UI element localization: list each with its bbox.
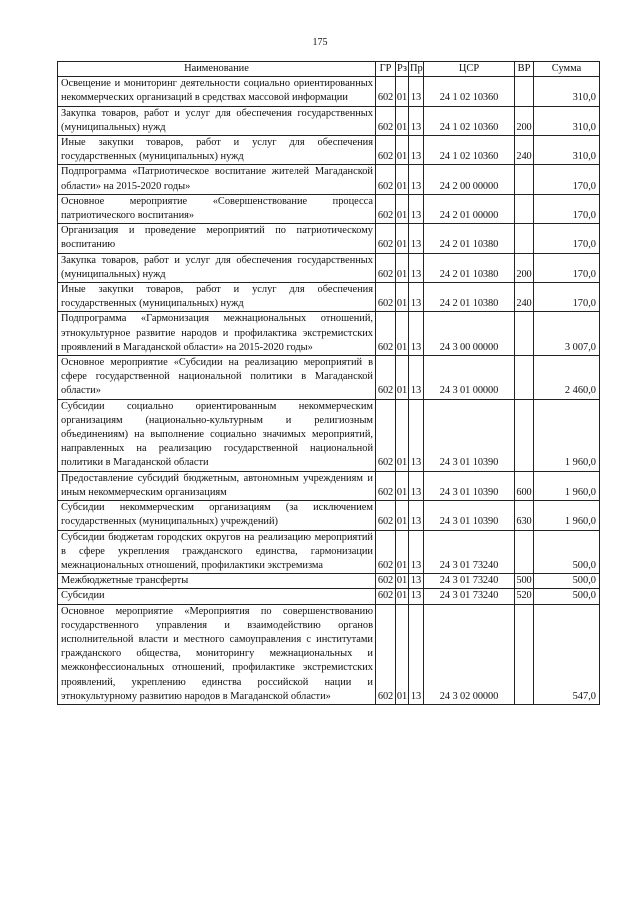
cell-name: Иные закупки товаров, работ и услуг для обеспечения государственных (муниципальных) нужд (58, 283, 376, 312)
cell-csr: 24 1 02 10360 (424, 77, 515, 106)
cell-sum: 500,0 (534, 530, 600, 574)
cell-name: Межбюджетные трансферты (58, 574, 376, 589)
cell-sum: 2 460,0 (534, 356, 600, 400)
cell-vr: 630 (515, 501, 534, 530)
cell-name: Основное мероприятие «Мероприятия по совершенствованию государственного управления и взаимодействию органов исполнительной власти и местного самоуправления с институтами гражданского общества, мониторингу межнациональных и межконфессиональных отношений, профилактике экстремистских проявлений, укреплению единства российской нации и этнокультурному развитию народов в Магаданской области» (58, 604, 376, 704)
cell-sum: 3 007,0 (534, 312, 600, 356)
cell-csr: 24 3 01 00000 (424, 356, 515, 400)
table-row (58, 501, 600, 530)
cell-csr: 24 1 02 10360 (424, 106, 515, 135)
cell-vr: 600 (515, 471, 534, 500)
cell-gr: 602 (376, 471, 396, 500)
cell-rz: 01 (396, 194, 409, 223)
cell-gr: 602 (376, 501, 396, 530)
cell-gr: 602 (376, 589, 396, 604)
cell-rz: 01 (396, 224, 409, 253)
cell-sum: 170,0 (534, 165, 600, 194)
cell-rz: 01 (396, 253, 409, 282)
cell-gr: 602 (376, 604, 396, 704)
cell-pr: 13 (409, 106, 424, 135)
cell-rz: 01 (396, 356, 409, 400)
cell-sum: 500,0 (534, 589, 600, 604)
budget-table (57, 61, 600, 705)
cell-rz: 01 (396, 399, 409, 471)
cell-rz: 01 (396, 501, 409, 530)
cell-vr (515, 604, 534, 704)
cell-csr: 24 3 01 73240 (424, 574, 515, 589)
cell-vr (515, 194, 534, 223)
cell-rz: 01 (396, 165, 409, 194)
table-row (58, 194, 600, 223)
cell-pr: 13 (409, 165, 424, 194)
cell-csr: 24 3 01 10390 (424, 471, 515, 500)
cell-name: Субсидии некоммерческим организациям (за исключением государственных (муниципальных) учреждений) (58, 501, 376, 530)
cell-vr (515, 399, 534, 471)
table-row (58, 224, 600, 253)
cell-vr (515, 224, 534, 253)
cell-gr: 602 (376, 106, 396, 135)
cell-sum: 310,0 (534, 136, 600, 165)
cell-pr: 13 (409, 77, 424, 106)
cell-name: Предоставление субсидий бюджетным, автономным учреждениям и иным некоммерческим организациям (58, 471, 376, 500)
cell-csr: 24 3 02 00000 (424, 604, 515, 704)
cell-vr (515, 530, 534, 574)
page-number: 175 (312, 37, 328, 48)
table-row (58, 312, 600, 356)
cell-pr: 13 (409, 253, 424, 282)
cell-csr: 24 3 01 73240 (424, 530, 515, 574)
cell-rz: 01 (396, 312, 409, 356)
cell-name: Субсидии (58, 589, 376, 604)
table-row (58, 604, 600, 704)
cell-pr: 13 (409, 589, 424, 604)
cell-gr: 602 (376, 574, 396, 589)
header-rz: Рз (396, 62, 409, 77)
cell-sum: 500,0 (534, 574, 600, 589)
cell-sum: 1 960,0 (534, 399, 600, 471)
cell-vr (515, 312, 534, 356)
cell-rz: 01 (396, 574, 409, 589)
cell-pr: 13 (409, 312, 424, 356)
cell-vr: 520 (515, 589, 534, 604)
cell-pr: 13 (409, 283, 424, 312)
table-row (58, 165, 600, 194)
cell-pr: 13 (409, 530, 424, 574)
cell-pr: 13 (409, 224, 424, 253)
table-row (58, 530, 600, 574)
cell-csr: 24 3 01 10390 (424, 501, 515, 530)
cell-sum: 547,0 (534, 604, 600, 704)
cell-rz: 01 (396, 530, 409, 574)
cell-rz: 01 (396, 589, 409, 604)
table-row (58, 574, 600, 589)
cell-csr: 24 3 00 00000 (424, 312, 515, 356)
cell-vr: 240 (515, 136, 534, 165)
cell-csr: 24 2 01 10380 (424, 283, 515, 312)
cell-pr: 13 (409, 194, 424, 223)
cell-name: Подпрограмма «Патриотическое воспитание жителей Магаданской области» на 2015-2020 годы» (58, 165, 376, 194)
cell-sum: 1 960,0 (534, 501, 600, 530)
header-sum: Сумма (534, 62, 600, 77)
cell-name: Подпрограмма «Гармонизация межнациональных отношений, этнокультурное развитие народов и профилактика экстремистских проявлений в Магаданской области» на 2015-2020 годы» (58, 312, 376, 356)
cell-vr (515, 356, 534, 400)
cell-rz: 01 (396, 283, 409, 312)
cell-vr: 500 (515, 574, 534, 589)
header-csr: ЦСР (424, 62, 515, 77)
cell-gr: 602 (376, 399, 396, 471)
cell-rz: 01 (396, 604, 409, 704)
cell-sum: 170,0 (534, 283, 600, 312)
table-header-row (58, 62, 600, 77)
cell-rz: 01 (396, 136, 409, 165)
cell-sum: 310,0 (534, 77, 600, 106)
cell-gr: 602 (376, 356, 396, 400)
cell-sum: 170,0 (534, 224, 600, 253)
header-name: Наименование (58, 62, 376, 77)
cell-rz: 01 (396, 106, 409, 135)
cell-gr: 602 (376, 77, 396, 106)
table-row (58, 106, 600, 135)
table-row (58, 77, 600, 106)
table-row (58, 471, 600, 500)
cell-vr (515, 77, 534, 106)
cell-csr: 24 2 01 10380 (424, 224, 515, 253)
cell-csr: 24 2 00 00000 (424, 165, 515, 194)
header-vr: ВР (515, 62, 534, 77)
cell-csr: 24 2 01 00000 (424, 194, 515, 223)
cell-gr: 602 (376, 253, 396, 282)
cell-gr: 602 (376, 312, 396, 356)
cell-csr: 24 3 01 73240 (424, 589, 515, 604)
cell-gr: 602 (376, 136, 396, 165)
header-pr: Пр (409, 62, 424, 77)
cell-gr: 602 (376, 194, 396, 223)
cell-csr: 24 2 01 10380 (424, 253, 515, 282)
table-row (58, 136, 600, 165)
cell-pr: 13 (409, 471, 424, 500)
table-row (58, 399, 600, 471)
cell-gr: 602 (376, 224, 396, 253)
cell-rz: 01 (396, 77, 409, 106)
cell-csr: 24 1 02 10360 (424, 136, 515, 165)
cell-gr: 602 (376, 283, 396, 312)
cell-pr: 13 (409, 399, 424, 471)
cell-sum: 170,0 (534, 194, 600, 223)
cell-gr: 602 (376, 165, 396, 194)
cell-name: Субсидии бюджетам городских округов на реализацию мероприятий в сфере укрепления гражданского единства, гармонизации межнациональных отношений, профилактики экстремизма (58, 530, 376, 574)
cell-rz: 01 (396, 471, 409, 500)
cell-gr: 602 (376, 530, 396, 574)
cell-pr: 13 (409, 356, 424, 400)
cell-sum: 170,0 (534, 253, 600, 282)
cell-vr: 200 (515, 106, 534, 135)
cell-name: Основное мероприятие «Совершенствование процесса патриотического воспитания» (58, 194, 376, 223)
header-gr: ГР (376, 62, 396, 77)
cell-name: Основное мероприятие «Субсидии на реализацию мероприятий в сфере государственной национальной политики в Магаданской области» (58, 356, 376, 400)
cell-name: Организация и проведение мероприятий по патриотическому воспитанию (58, 224, 376, 253)
cell-vr: 200 (515, 253, 534, 282)
cell-pr: 13 (409, 136, 424, 165)
cell-sum: 310,0 (534, 106, 600, 135)
cell-name: Иные закупки товаров, работ и услуг для обеспечения государственных (муниципальных) нужд (58, 136, 376, 165)
table-body (58, 77, 600, 705)
cell-name: Закупка товаров, работ и услуг для обеспечения государственных (муниципальных) нужд (58, 106, 376, 135)
table-row (58, 356, 600, 400)
cell-csr: 24 3 01 10390 (424, 399, 515, 471)
cell-vr: 240 (515, 283, 534, 312)
cell-sum: 1 960,0 (534, 471, 600, 500)
cell-name: Закупка товаров, работ и услуг для обеспечения государственных (муниципальных) нужд (58, 253, 376, 282)
cell-name: Субсидии социально ориентированным некоммерческим организациям (национально-культурным и религиозным объединениям) на выполнение социально значимых мероприятий, направленных на реализацию государственной национальной политики в Магаданской области (58, 399, 376, 471)
table-row (58, 589, 600, 604)
cell-name: Освещение и мониторинг деятельности социально ориентированных некоммерческих организаций в средствах массовой информации (58, 77, 376, 106)
cell-pr: 13 (409, 604, 424, 704)
cell-pr: 13 (409, 501, 424, 530)
cell-vr (515, 165, 534, 194)
table-row (58, 283, 600, 312)
table-row (58, 253, 600, 282)
cell-pr: 13 (409, 574, 424, 589)
